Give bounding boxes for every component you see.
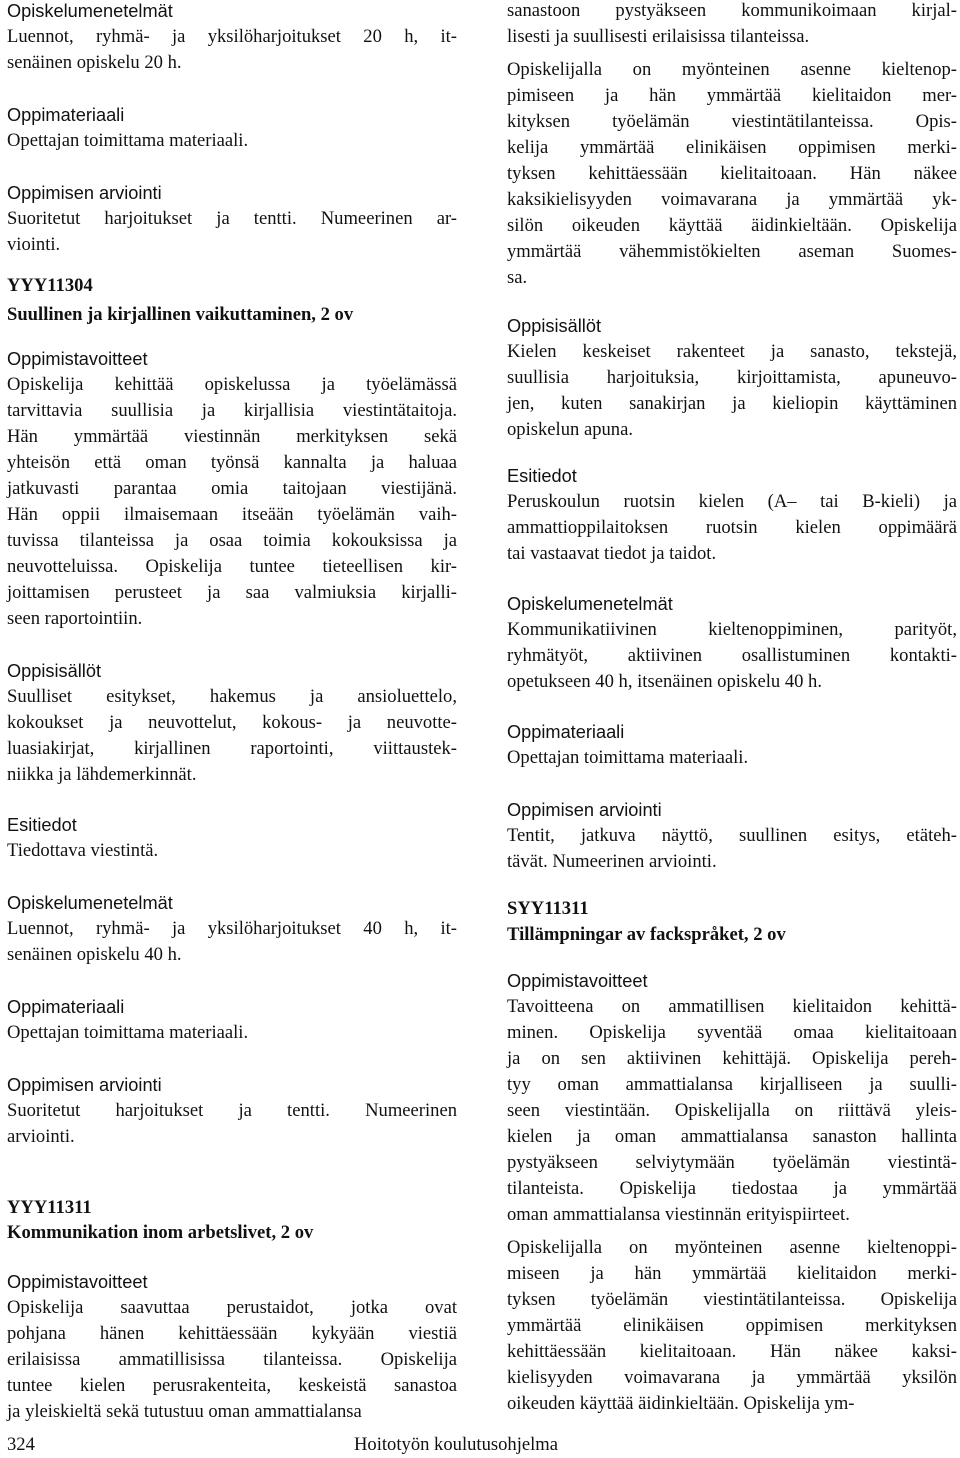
body-text-line: pystyäkseen selviytymään työelämän viestintä- xyxy=(507,1152,957,1173)
body-text-line: senäinen opiskelu 40 h. xyxy=(7,944,182,965)
section-heading: Oppimisen arviointi xyxy=(7,183,162,203)
course-title: Suullinen ja kirjallinen vaikuttaminen, 2 ov xyxy=(7,304,354,325)
section-heading: Oppimistavoitteet xyxy=(7,1272,148,1292)
body-text-line: Tavoitteena on ammatillisen kielitaidon kehittä- xyxy=(507,996,957,1017)
section-heading: Esitiedot xyxy=(507,466,577,486)
body-text-line: tyksen työelämän viestintätilanteissa. Opiskelija xyxy=(507,1289,957,1310)
body-text-line: Suoritetut harjoitukset ja tentti. Numeerinen ar- xyxy=(7,208,457,229)
body-text-line: Opettajan toimittama materiaali. xyxy=(7,130,249,151)
section-heading: Oppimateriaali xyxy=(7,997,125,1017)
body-text-line: neuvotteluissa. Opiskelija tuntee tieteellisen kir- xyxy=(7,556,457,577)
course-code: YYY11311 xyxy=(7,1197,92,1218)
body-text-line: seen raportointiin. xyxy=(7,608,143,629)
body-text-line: Peruskoulun ruotsin kielen (A– tai B-kieli) ja xyxy=(507,491,957,512)
body-text-line: Kommunikatiivinen kieltenoppiminen, parityöt, xyxy=(507,619,957,640)
body-text-line: Opiskelijalla on myönteinen asenne kieltenop- xyxy=(507,59,957,80)
section-heading: Oppimateriaali xyxy=(507,722,625,742)
body-text-line: tai vastaavat tiedot ja taidot. xyxy=(507,543,717,564)
body-text-line: sa. xyxy=(507,267,528,288)
body-text-line: jatkuvasti parantaa omia taitojaan viestijänä. xyxy=(7,478,457,499)
course-title: Tillämpningar av fackspråket, 2 ov xyxy=(507,924,786,945)
body-text-line: kehittäessään kielitaitoaan. Hän näkee kaksi- xyxy=(507,1341,957,1362)
body-text-line: opiskelun apuna. xyxy=(507,419,633,440)
body-text-line: silön oikeuden käyttää äidinkieltään. Opiskelija xyxy=(507,215,957,236)
body-text-line: ammattioppilaitoksen ruotsin kielen oppimäärä xyxy=(507,517,957,538)
body-text-line: Tiedottava viestintä. xyxy=(7,840,159,861)
section-heading: Oppimisen arviointi xyxy=(507,800,662,820)
body-text-line: minen. Opiskelija syventää omaa kielitaitoaan xyxy=(507,1022,957,1043)
body-text-line: tuntee kielen perusrakenteita, keskeistä sanastoa xyxy=(7,1375,457,1396)
body-text-line: kielisyyden voimavarana ja ymmärtää yksilön xyxy=(507,1367,957,1388)
body-text-line: ymmärtää vähemmistökielten aseman Suomes- xyxy=(507,241,957,262)
body-text-line: viointi. xyxy=(7,234,61,255)
body-text-line: kelija ymmärtää elinikäisen oppimisen merki- xyxy=(507,137,957,158)
section-heading: Oppimisen arviointi xyxy=(7,1075,162,1095)
body-text-line: tyy oman ammattialansa kirjalliseen ja suulli- xyxy=(507,1074,957,1095)
body-text-line: Suoritetut harjoitukset ja tentti. Numeerinen xyxy=(7,1100,457,1121)
body-text-line: Hän oppii ilmaisemaan itseään työelämän vaih- xyxy=(7,504,457,525)
body-text-line: Hän ymmärtää viestinnän merkityksen sekä xyxy=(7,426,457,447)
body-text-line: Opettajan toimittama materiaali. xyxy=(507,747,749,768)
section-heading: Opiskelumenetelmät xyxy=(7,893,173,913)
body-text-line: erilaisissa ammatillisissa tilanteissa. Opiskelija xyxy=(7,1349,457,1370)
body-text-line: pohjana hänen kehittäessään kykyään viestiä xyxy=(7,1323,457,1344)
body-text-line: sanastoon pystyäkseen kommunikoimaan kirjal- xyxy=(507,0,957,21)
section-heading: Opiskelumenetelmät xyxy=(7,1,173,21)
body-text-line: jen, kuten sanakirjan ja kieliopin käyttäminen xyxy=(507,393,957,414)
course-title: Kommunikation inom arbetslivet, 2 ov xyxy=(7,1222,314,1243)
body-text-line: Opiskelija saavuttaa perustaidot, jotka ovat xyxy=(7,1297,457,1318)
page-number: 324 xyxy=(7,1434,35,1455)
body-text-line: arviointi. xyxy=(7,1126,75,1147)
body-text-line: tyksen kehittäessään kielitaitoaan. Hän näkee xyxy=(507,163,957,184)
body-text-line: ja yleiskieltä sekä tutustuu oman ammattialansa xyxy=(7,1401,362,1422)
section-heading: Oppimateriaali xyxy=(7,105,125,125)
body-text-line: ryhmätyöt, aktiivinen osallistuminen kontakti- xyxy=(507,645,957,666)
body-text-line: kielen ja oman ammattialansa sanaston hallinta xyxy=(507,1126,957,1147)
body-text-line: niikka ja lähdemerkinnät. xyxy=(7,764,197,785)
body-text-line: pimiseen ja hän ymmärtää kielitaidon mer- xyxy=(507,85,957,106)
course-code: YYY11304 xyxy=(7,275,93,296)
body-text-line: yhteisön että oman työnsä kannalta ja haluaa xyxy=(7,452,457,473)
body-text-line: seen viestintään. Opiskelijalla on riittävä yleis- xyxy=(507,1100,957,1121)
section-heading: Oppimistavoitteet xyxy=(507,971,648,991)
body-text-line: Tentit, jatkuva näyttö, suullinen esitys, etäteh- xyxy=(507,825,957,846)
body-text-line: luasiakirjat, kirjallinen raportointi, viittaustek- xyxy=(7,738,457,759)
body-text-line: lisesti ja suullisesti erilaisissa tilanteissa. xyxy=(507,26,810,47)
section-heading: Oppisisällöt xyxy=(7,661,102,681)
publication-title: Hoitotyön koulutusohjelma xyxy=(354,1434,559,1455)
body-text-line: oman ammattialansa viestinnän erityispiirteet. xyxy=(507,1204,850,1225)
body-text-line: tävät. Numeerinen arviointi. xyxy=(507,851,717,872)
body-text-line: ja on sen aktiivinen kehittäjä. Opiskelija pereh- xyxy=(507,1048,957,1069)
body-text-line: joittamisen perusteet ja saa valmiuksia kirjalli- xyxy=(7,582,457,603)
body-text-line: ymmärtää elinikäisen oppimisen merkityksen xyxy=(507,1315,957,1336)
body-text-line: kityksen työelämän viestintätilanteissa. Opis- xyxy=(507,111,957,132)
body-text-line: Luennot, ryhmä- ja yksilöharjoitukset 40 h, it- xyxy=(7,918,457,939)
body-text-line: Opiskelija kehittää opiskelussa ja työelämässä xyxy=(7,374,457,395)
body-text-line: Luennot, ryhmä- ja yksilöharjoitukset 20 h, it- xyxy=(7,26,457,47)
body-text-line: kaksikielisyyden voimavarana ja ymmärtää yk- xyxy=(507,189,957,210)
body-text-line: miseen ja hän ymmärtää kielitaidon merki- xyxy=(507,1263,957,1284)
body-text-line: Opettajan toimittama materiaali. xyxy=(7,1022,249,1043)
section-heading: Oppimistavoitteet xyxy=(7,349,148,369)
body-text-line: opetukseen 40 h, itsenäinen opiskelu 40 h. xyxy=(507,671,823,692)
section-heading: Esitiedot xyxy=(7,815,77,835)
section-heading: Oppisisällöt xyxy=(507,316,602,336)
body-text-line: Kielen keskeiset rakenteet ja sanasto, tekstejä, xyxy=(507,341,957,362)
body-text-line: senäinen opiskelu 20 h. xyxy=(7,52,182,73)
section-heading: Opiskelumenetelmät xyxy=(507,594,673,614)
body-text-line: tuvissa tilanteissa ja osaa toimia kokouksissa ja xyxy=(7,530,457,551)
body-text-line: kokoukset ja neuvottelut, kokous- ja neuvotte- xyxy=(7,712,457,733)
body-text-line: Opiskelijalla on myönteinen asenne kieltenoppi- xyxy=(507,1237,957,1258)
body-text-line: oikeuden käyttää äidinkieltään. Opiskelija ym- xyxy=(507,1393,855,1414)
body-text-line: suullisia harjoituksia, kirjoittamista, apuneuvo- xyxy=(507,367,957,388)
body-text-line: tilanteista. Opiskelija tiedostaa ja ymmärtää xyxy=(507,1178,957,1199)
course-code: SYY11311 xyxy=(507,898,589,919)
body-text-line: tarvittavia suullisia ja kirjallisia viestintätaitoja. xyxy=(7,400,457,421)
body-text-line: Suulliset esitykset, hakemus ja ansioluettelo, xyxy=(7,686,457,707)
